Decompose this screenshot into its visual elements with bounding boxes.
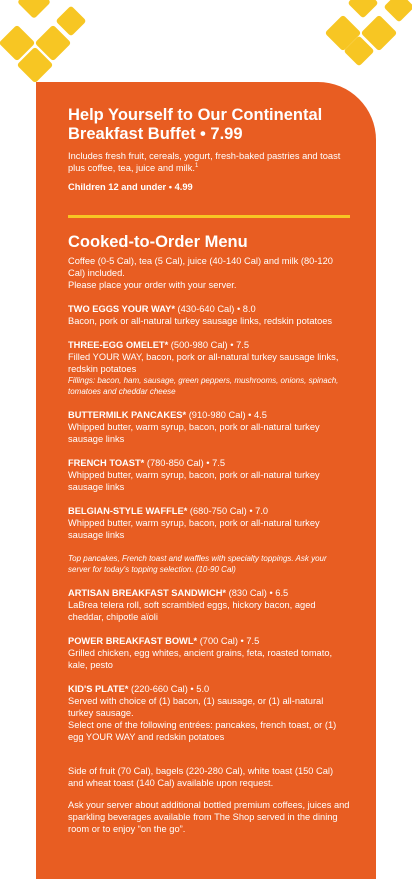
item-name: THREE-EGG OMELET* <box>68 340 169 350</box>
continental-title: Help Yourself to Our Continental Breakfast Buffet • 7.99 <box>68 106 323 143</box>
item-description-entrees: Select one of the following entrées: pancakes, french toast, or (1) egg YOUR WAY and redskin potatoes <box>68 720 337 742</box>
item-description: Grilled chicken, egg whites, ancient grains, feta, roasted tomato, kale, pesto <box>68 648 333 670</box>
item-description: Whipped butter, warm syrup, bacon, pork or all-natural turkey sausage links <box>68 518 320 540</box>
item-name: BUTTERMILK PANCAKES* <box>68 410 187 420</box>
item-name: FRENCH TOAST* <box>68 458 145 468</box>
menu-item <box>68 339 350 397</box>
menu-item <box>68 457 350 493</box>
item-name: BELGIAN-STYLE WAFFLE* <box>68 506 188 516</box>
petal-cluster-top-left-icon <box>0 0 100 90</box>
item-info: (910-980 Cal) • 4.5 <box>186 410 267 420</box>
item-description: Served with choice of (1) bacon, (1) sausage, or (1) all-natural turkey sausage. <box>68 696 324 718</box>
menu-item <box>68 505 350 541</box>
item-info: (830 Cal) • 6.5 <box>226 588 289 598</box>
item-info: (500-980 Cal) • 7.5 <box>168 340 249 350</box>
cooked-intro-order: Please place your order with your server. <box>68 280 237 290</box>
section-divider <box>68 215 350 218</box>
item-info: (220-660 Cal) • 5.0 <box>128 684 210 694</box>
petal-cluster-top-right-icon <box>302 0 412 80</box>
item-description: Bacon, pork or all-natural turkey sausage links, redskin potatoes <box>68 316 333 326</box>
item-name: TWO EGGS YOUR WAY* <box>68 304 175 314</box>
item-note: Fillings: bacon, ham, sausage, green peppers, mushrooms, onions, spinach, tomatoes and cheddar cheese <box>68 376 339 396</box>
children-price: Children 12 and under • 4.99 <box>68 182 193 192</box>
cooked-section <box>68 233 350 835</box>
menu-card <box>36 82 376 879</box>
menu-item <box>68 587 350 623</box>
item-description: LaBrea telera roll, soft scrambled eggs, hickory bacon, aged cheddar, chipotle aïoli <box>68 600 316 622</box>
item-name: ARTISAN BREAKFAST SANDWICH* <box>68 588 227 598</box>
item-info: (780-850 Cal) • 7.5 <box>144 458 226 468</box>
cooked-intro: Coffee (0-5 Cal), tea (5 Cal), juice (40-140 Cal) and milk (80-120 Cal) included. <box>68 256 333 278</box>
item-info: (680-750 Cal) • 7.0 <box>187 506 269 516</box>
item-info: (430-640 Cal) • 8.0 <box>174 304 256 314</box>
item-name: KID'S PLATE* <box>68 684 129 694</box>
menu-item <box>68 303 350 327</box>
cooked-title: Cooked-to-Order Menu <box>68 233 248 251</box>
sides-note: Side of fruit (70 Cal), bagels (220-280 Cal), white toast (150 Cal) and wheat toast (140 Cal) available upon request. <box>68 766 334 788</box>
footnote-mark: 1 <box>194 162 199 169</box>
continental-description: Includes fresh fruit, cereals, yogurt, fresh-baked pastries and toast plus coffee, tea, juice and milk.$^1$ <box>68 151 341 173</box>
beverages-note: Ask your server about additional bottled premium coffees, juices and sparkling beverages available from The Shop served in the dining room or to enjoy “on the go”. <box>68 800 350 834</box>
menu-item <box>68 635 350 671</box>
menu-item <box>68 409 350 445</box>
toppings-note: Top pancakes, French toast and waffles with specialty toppings. Ask your server for today's topping selection. (10-90 Cal) <box>68 554 327 574</box>
item-info: (700 Cal) • 7.5 <box>197 636 260 646</box>
item-description: Whipped butter, warm syrup, bacon, pork or all-natural turkey sausage links <box>68 470 320 492</box>
item-name: POWER BREAKFAST BOWL* <box>68 636 198 646</box>
continental-section <box>68 106 350 193</box>
item-description: Filled YOUR WAY, bacon, pork or all-natural turkey sausage links, redskin potatoes <box>68 352 339 374</box>
item-description: Whipped butter, warm syrup, bacon, pork or all-natural turkey sausage links <box>68 422 320 444</box>
menu-item <box>68 683 350 743</box>
